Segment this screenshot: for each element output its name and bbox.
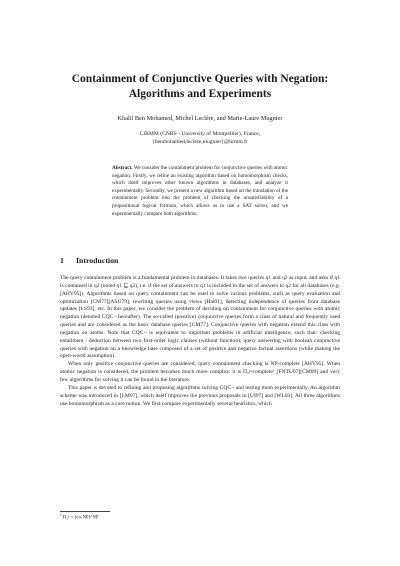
affiliation-block xyxy=(40,130,360,146)
abstract-text: We consider the containment problem for conjunctive queries with atomic negation. Firstly, we refine an existing algorithm based on homomorphism checks, which itself improves other known algorithms in databases, and analyze it experimentally. Secondly, we present a new algorithm based on the translation of the containment problem into the problem of checking the unsatisfiability of a propositional logical formula, which allows us to use a SAT solver, and we experimentally compare both algorithms. xyxy=(112,165,288,217)
footnote-rule xyxy=(60,511,110,512)
paragraph: This paper is devoted to refining and proposing algorithms solving CQC¬ and testing them experimentally. An algorithm scheme was introduced in [LM07], which itself improves the previous proposals in [UI97] and [WL03]. All three algorithms use homomorphism as a core notion. We first compare experimentally several heuristics, which xyxy=(60,384,340,407)
paragraph: When only positive conjunctive queries are considered, query containment checking is NP-complete [AHV95]. When atomic negation is considered, the problem becomes much more complex: it is Π₂ᵖ-complete¹ [FNTU07][CM09] and very few algorithms for solving it can be found in the literature. xyxy=(60,361,340,383)
abstract xyxy=(112,165,288,218)
paper-title: Containment of Conjunctive Queries with Negation: Algorithms and Experiments xyxy=(71,73,329,100)
body-text xyxy=(60,275,340,408)
section-heading xyxy=(60,256,118,266)
paper-authors: Khalil Ben Mohamed, Michel Leclère, and Marie-Laure Mugnier xyxy=(117,115,283,122)
abstract-label: Abstract. xyxy=(112,165,133,171)
section-number: 1 xyxy=(60,256,64,265)
author-emails: {benmohamed,leclere,mugnier}@lirmm.fr xyxy=(152,139,248,145)
affiliation: LIRMM (CNRS - University of Montpellier), France, xyxy=(139,131,261,137)
footnote-text: Π₂ᵖ = (co-NP)^NP xyxy=(63,515,99,521)
section-title: Introduction xyxy=(76,256,119,265)
footnote-marker: 1 xyxy=(60,513,62,517)
footnote xyxy=(60,515,99,522)
paragraph: The query containment problem is a fundamental problem in databases. It takes two queries q1 and q2 as input, and asks if q1 is contained in q2 (noted q1 ⊑ q2), i.e. if the set of answers to q1 is included in the set of answers to q2 for all databases (e.g. [AHV95]). Algorithms based on query containment can be used to solve various problems, such as query evaluation and optimization [CM77][ASU79], rewriting queries using views [Hal01], detecting independence of queries from database updates [LS93], etc. In this paper, we consider the problem of deciding on containment for conjunctive queries with atomic negation (denoted CQC¬ hereafter). The so-called (positive) conjunctive queries form a class of natural and frequently used queries and are considered as the basic database queries [CM77]. Conjunctive queries with negation extend this class with negation on atoms. Note that CQC¬ is equivalent to important problems in artificial intelligence, such that: checking entailment / deduction between two first-order logic clauses (without function); query answering with boolean conjunctive queries with negation on a knowledge base composed of a set of positive and negative factual assertions (while making the open-world assumption). xyxy=(60,275,340,360)
